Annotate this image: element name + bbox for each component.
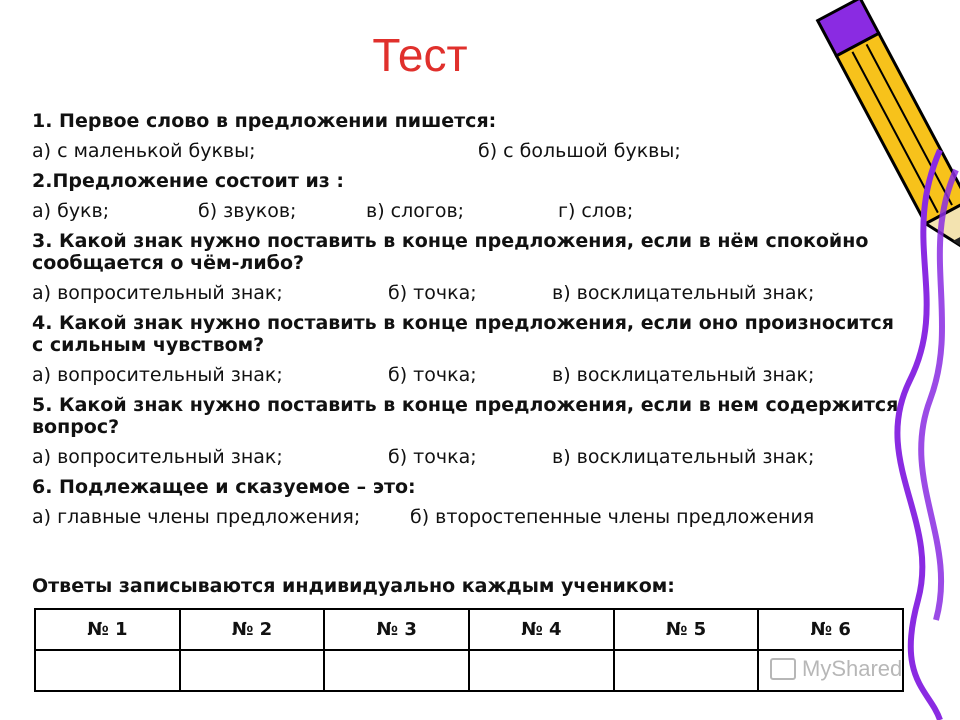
option-1a: а) с маленькой буквы; bbox=[32, 140, 256, 162]
pencil-illustration bbox=[790, 0, 960, 720]
page-title: Тест bbox=[372, 29, 468, 81]
question-6: 6. Подлежащее и сказуемое – это: bbox=[32, 476, 416, 498]
answer-header-2: № 2 bbox=[180, 609, 325, 650]
answer-header-4: № 4 bbox=[469, 609, 614, 650]
option-2c: в) слогов; bbox=[366, 200, 465, 222]
option-4c: в) восклицательный знак; bbox=[552, 364, 815, 386]
question-3-options bbox=[32, 282, 912, 304]
question-1: 1. Первое слово в предложении пишется: bbox=[32, 110, 497, 132]
question-5-line-1: 5. Какой знак нужно поставить в конце предложения, если в нем содержится bbox=[32, 394, 899, 416]
option-4b: б) точка; bbox=[388, 364, 477, 386]
option-4a: а) вопросительный знак; bbox=[32, 364, 283, 386]
question-2: 2.Предложение состоит из : bbox=[32, 170, 345, 192]
question-3-line-2: сообщается о чём-либо? bbox=[32, 252, 305, 274]
pencil-line bbox=[897, 150, 940, 720]
answer-cell-2[interactable] bbox=[180, 650, 325, 691]
answer-table-header-row bbox=[35, 609, 903, 650]
answer-cell-5[interactable] bbox=[614, 650, 759, 691]
answer-header-6: № 6 bbox=[758, 609, 903, 650]
question-4-line-2: с сильным чувством? bbox=[32, 334, 265, 356]
option-5b: б) точка; bbox=[388, 446, 477, 468]
option-3b: б) точка; bbox=[388, 282, 477, 304]
watermark bbox=[770, 656, 902, 682]
question-4-options bbox=[32, 364, 912, 386]
answer-header-3: № 3 bbox=[324, 609, 469, 650]
answer-cell-1[interactable] bbox=[35, 650, 180, 691]
answer-header-5: № 5 bbox=[614, 609, 759, 650]
answer-header-1: № 1 bbox=[35, 609, 180, 650]
option-3c: в) восклицательный знак; bbox=[552, 282, 815, 304]
option-1b: б) с большой буквы; bbox=[478, 140, 681, 162]
question-5-options bbox=[32, 446, 912, 468]
pencil-body bbox=[836, 33, 960, 223]
question-3-line-1: 3. Какой знак нужно поставить в конце предложения, если в нём спокойно bbox=[32, 230, 869, 252]
answer-cell-4[interactable] bbox=[469, 650, 614, 691]
question-1-options bbox=[32, 140, 912, 162]
answer-cell-3[interactable] bbox=[324, 650, 469, 691]
option-3a: а) вопросительный знак; bbox=[32, 282, 283, 304]
question-6-options bbox=[32, 506, 912, 528]
option-5c: в) восклицательный знак; bbox=[552, 446, 815, 468]
question-2-options bbox=[32, 200, 912, 222]
option-6a: а) главные члены предложения; bbox=[32, 506, 361, 528]
watermark-logo-icon bbox=[770, 658, 796, 680]
option-2a: а) букв; bbox=[32, 200, 110, 222]
option-2b: б) звуков; bbox=[198, 200, 297, 222]
option-5a: а) вопросительный знак; bbox=[32, 446, 283, 468]
question-5-line-2: вопрос? bbox=[32, 416, 120, 438]
option-6b: б) второстепенные члены предложения bbox=[410, 506, 815, 528]
question-4-line-1: 4. Какой знак нужно поставить в конце предложения, если оно произносится bbox=[32, 312, 894, 334]
answers-note: Ответы записываются индивидуально каждым учеником: bbox=[32, 575, 675, 597]
option-2d: г) слов; bbox=[558, 200, 634, 222]
watermark-text: MyShared bbox=[802, 656, 903, 681]
test-content bbox=[32, 110, 912, 616]
